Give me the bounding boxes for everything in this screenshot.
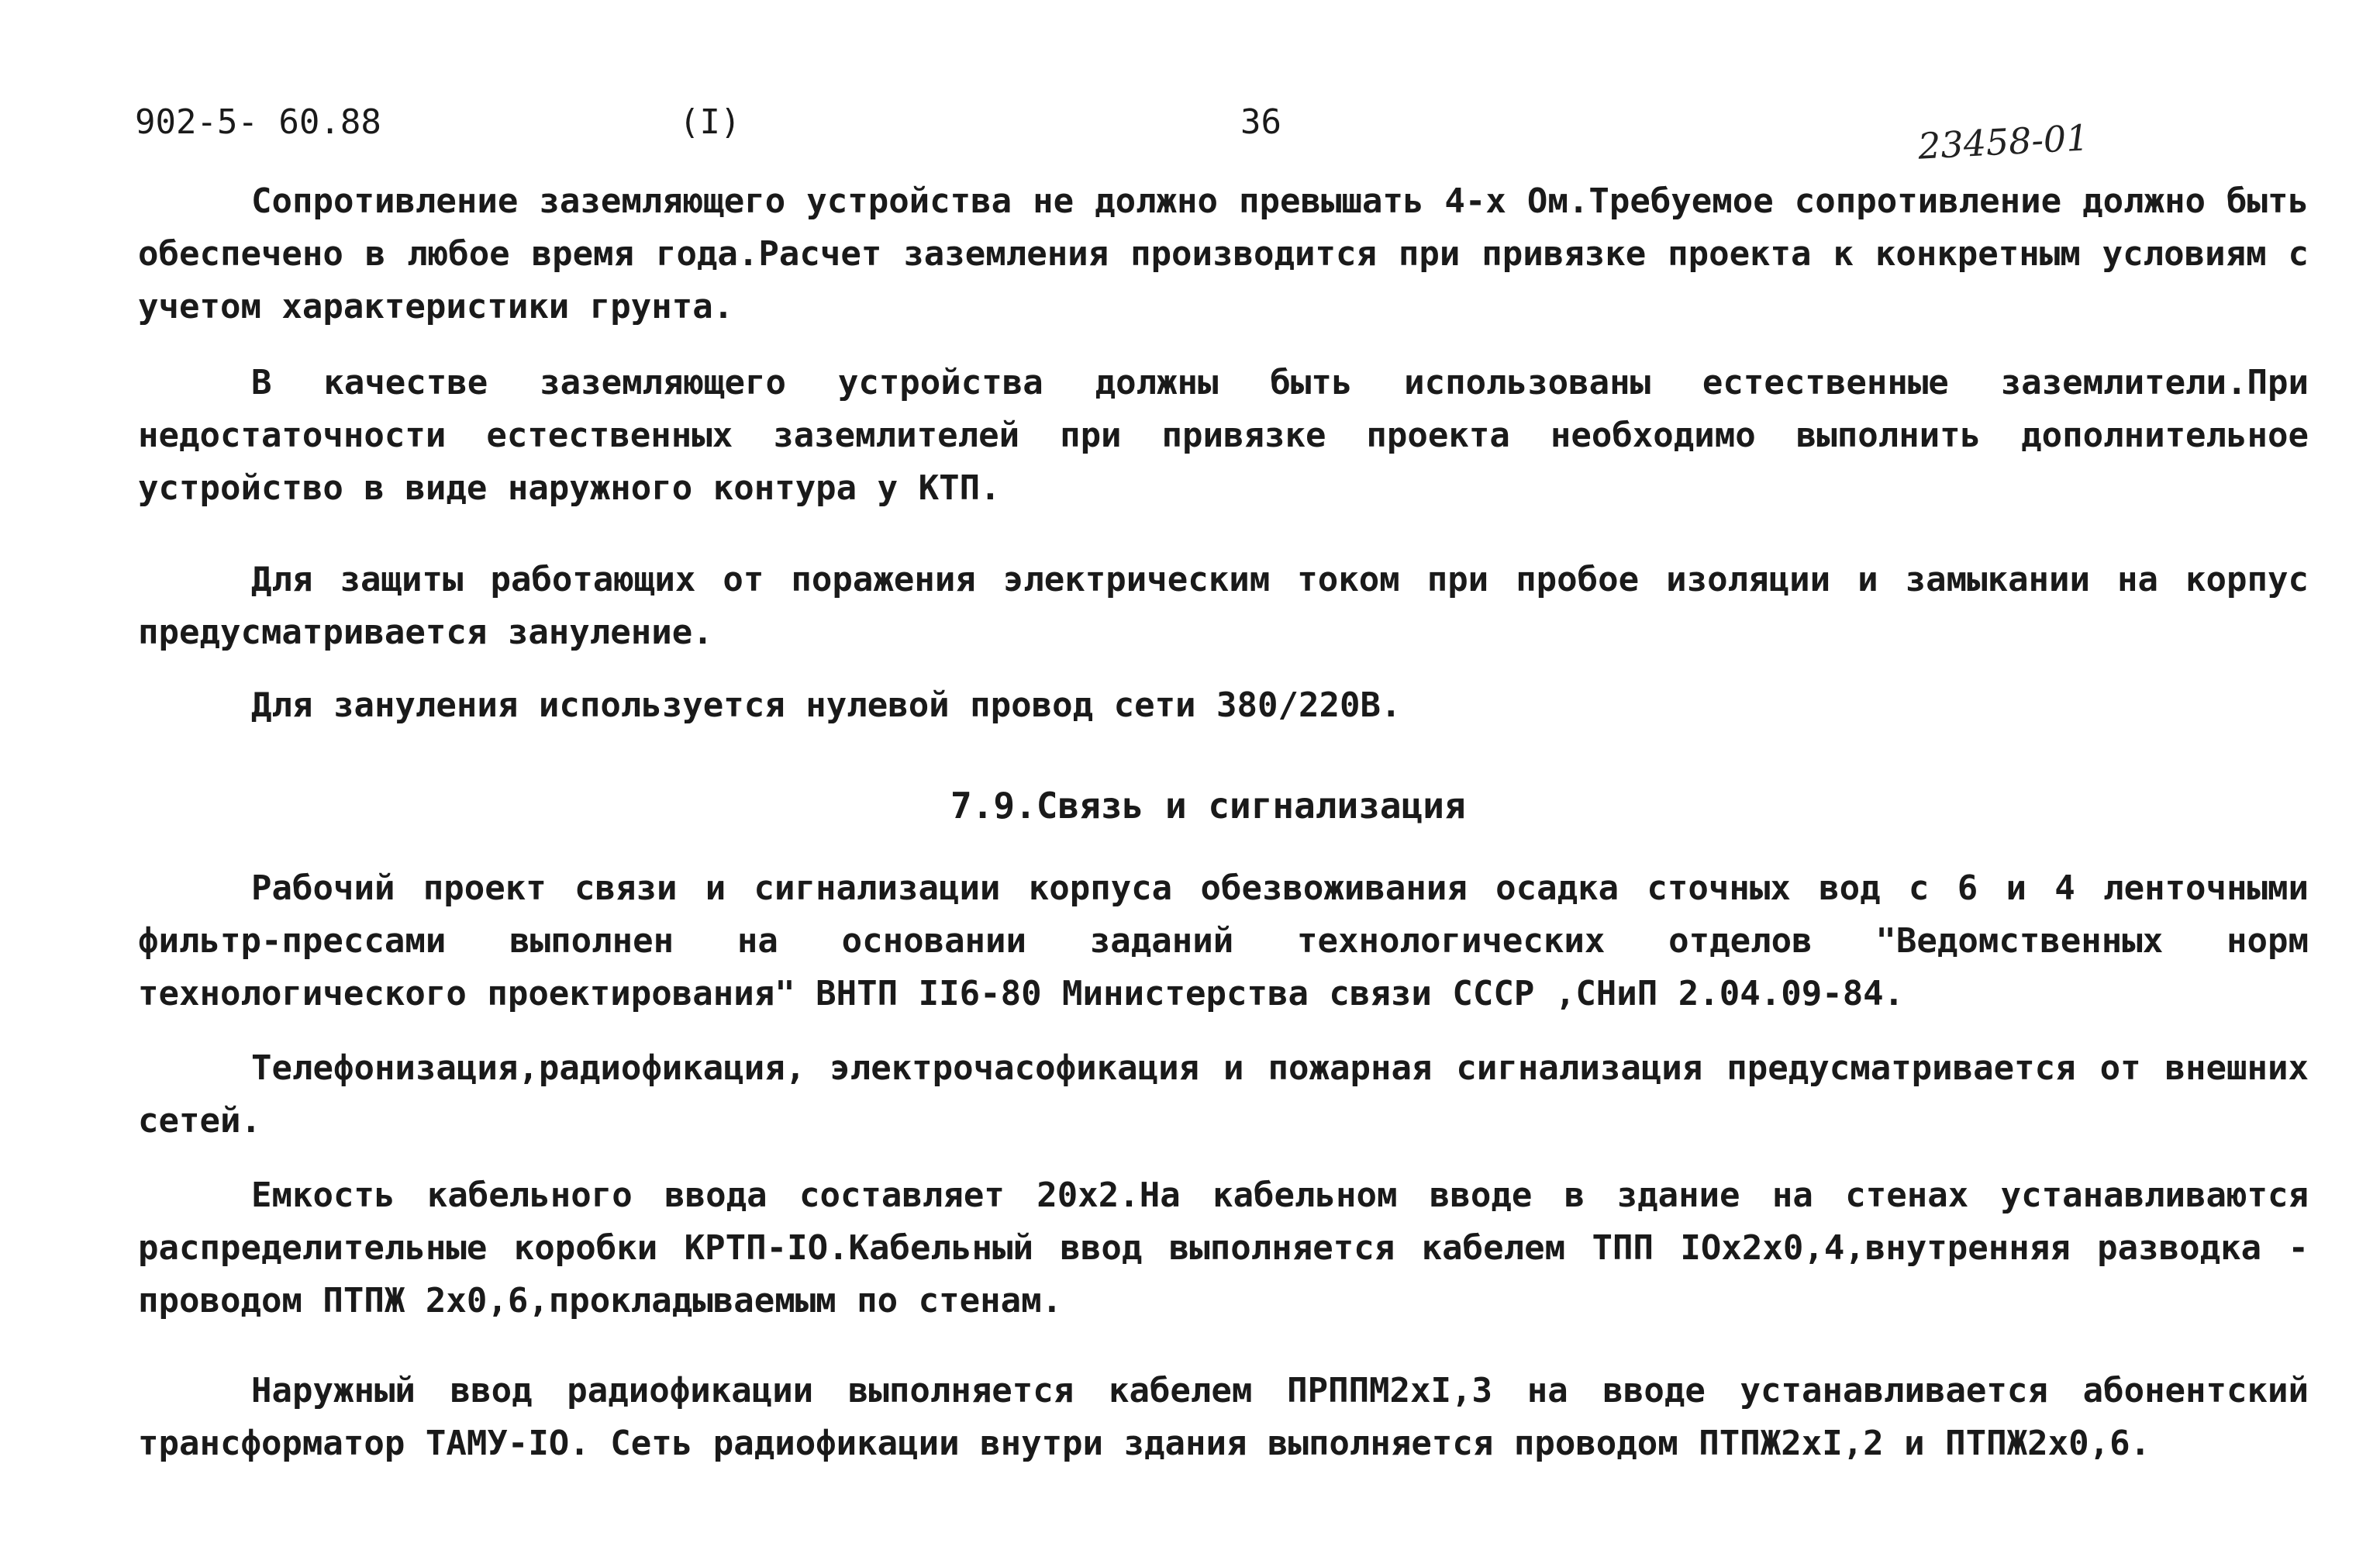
paragraph-6-block <box>138 1042 2309 1148</box>
paragraph-8-block <box>138 1365 2309 1470</box>
paragraph-5-block <box>138 862 2309 1020</box>
paragraph-radio-entry: Наружный ввод радиофикации выполняется кабелем ПРППМ2хI,3 на вводе устанавливается абонентский трансформатор ТАМУ-IO. Сеть радиофикации внутри здания выполняется проводом ПТПЖ2хI,2 и ПТПЖ2х0,6. <box>138 1371 2309 1463</box>
section-heading: 7.9.Связь и сигнализация <box>950 785 1466 827</box>
handwritten-inventory-number: 23458-01 <box>1916 116 2090 167</box>
paragraph-natural-grounding: В качестве заземляющего устройства должны быть использованы естественные заземлители.При недостаточности естественных заземлителей при привязке проекта необходимо выполнить дополнительное устройство в виде наружного контура у КТП. <box>138 363 2309 508</box>
paragraph-4-block <box>138 679 2309 732</box>
paragraph-project-basis: Рабочий проект связи и сигнализации корпуса обезвоживания осадка сточных вод с 6 и 4 ленточными фильтр-прессами выполнен на основании заданий технологических отделов "Ведомственных норм технологического проектирования" ВНТП II6-80 Министерства связи СССР ,СНиП 2.04.09-84. <box>138 868 2309 1013</box>
paragraph-grounding-resistance: Сопротивление заземляющего устройства не должно превышать 4-х Ом.Требуемое сопротивление должно быть обеспечено в любое время года.Расчет заземления производится при привязке проекта к конкретным условиям с учетом характеристики грунта. <box>138 181 2309 326</box>
paragraph-telephony: Телефонизация,радиофикация, электрочасофикация и пожарная сигнализация предусматривается от внешних сетей. <box>138 1048 2309 1141</box>
paragraph-3-block <box>138 554 2309 659</box>
paragraph-1-block <box>138 175 2309 333</box>
page-number: 36 <box>1240 102 1281 142</box>
document-code: 902-5- 60.88 <box>135 102 381 142</box>
paragraph-2-block <box>138 357 2309 515</box>
paragraph-cable-entry: Емкость кабельного ввода составляет 20х2.На кабельном вводе в здание на стенах устанавливаются распределительные коробки КРТП-IO.Кабельный ввод выполняется кабелем ТПП IOx2x0,4,внутренняя разводка - проводом ПТПЖ 2х0,6,прокладываемым по стенам. <box>138 1176 2309 1321</box>
paragraph-protection: Для защиты работающих от поражения электрическим током при пробое изоляции и замыкании на корпус предусматривается зануление. <box>138 560 2309 652</box>
paragraph-neutral-wire: Для зануления используется нулевой провод сети 380/220В. <box>251 685 1402 725</box>
part-number: (I) <box>679 102 741 142</box>
paragraph-7-block <box>138 1169 2309 1327</box>
